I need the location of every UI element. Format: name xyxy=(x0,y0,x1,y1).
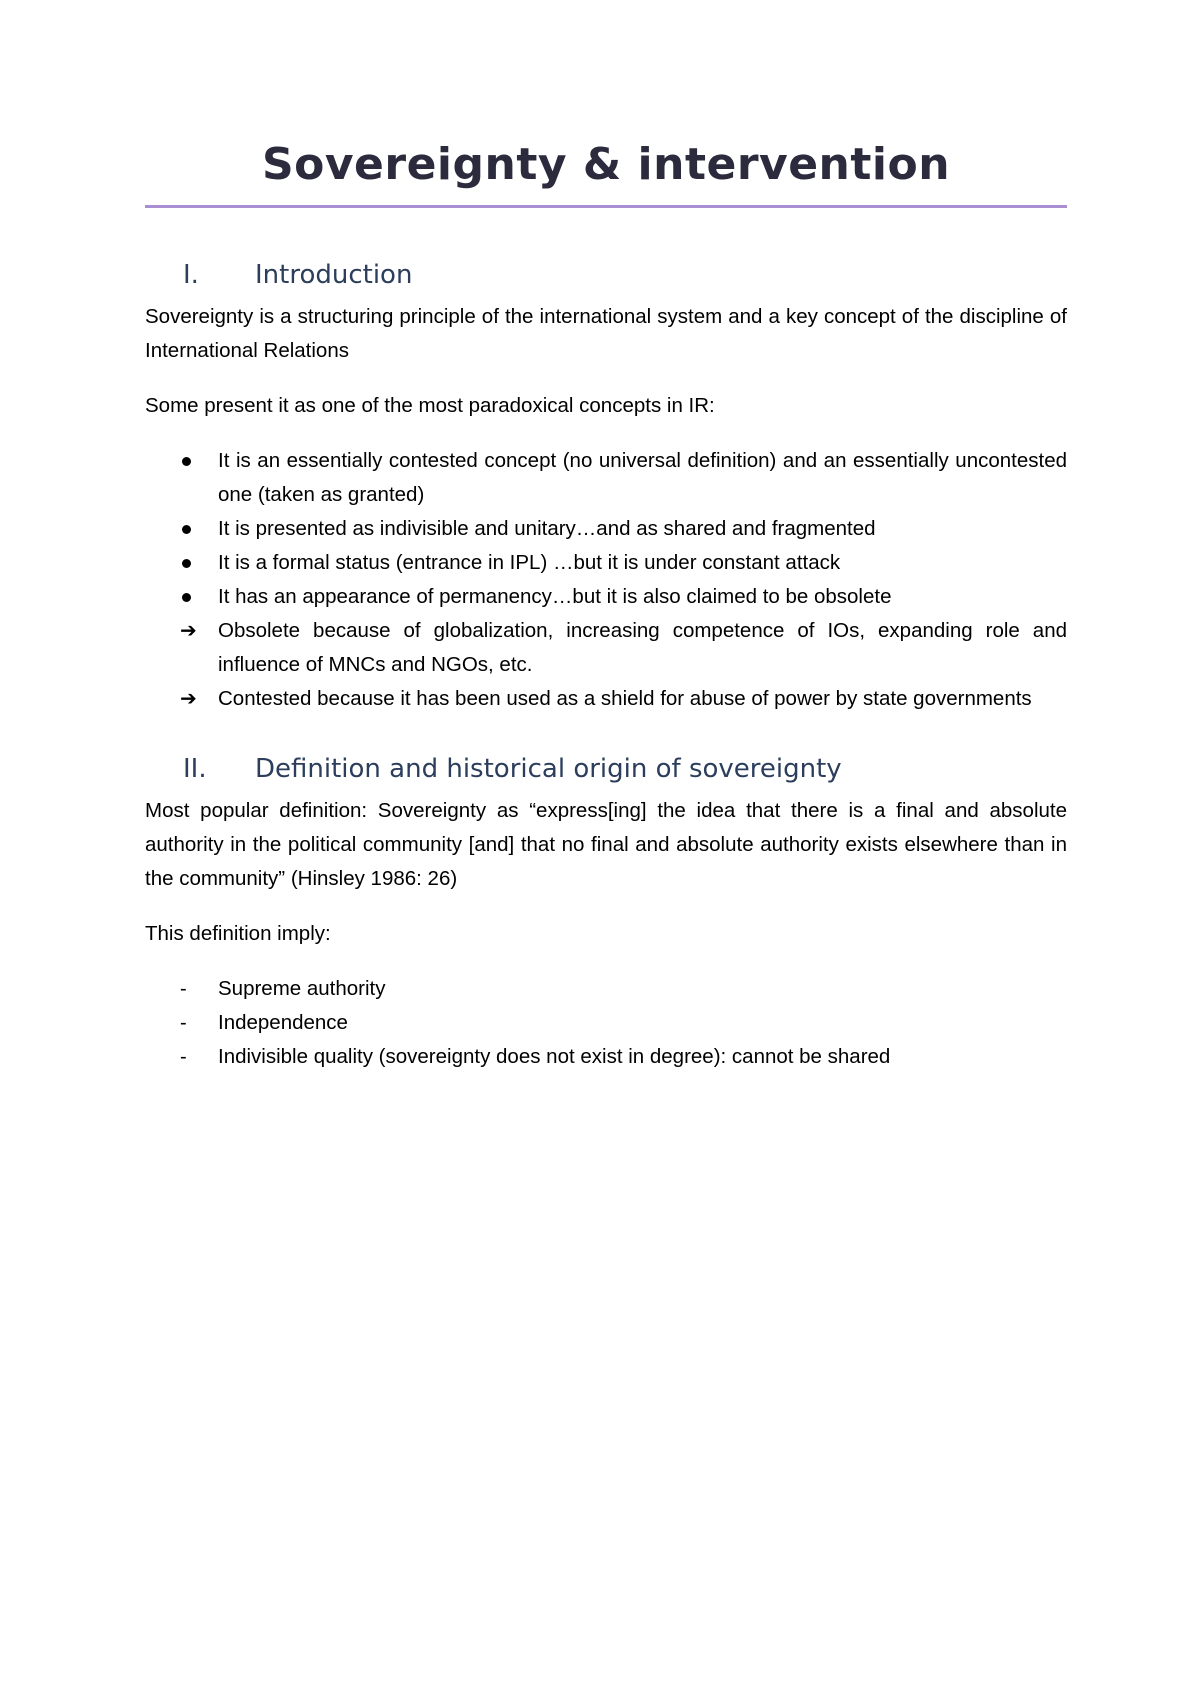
paragraph: Some present it as one of the most paradoxical concepts in IR: xyxy=(145,394,715,417)
section-title: Introduction xyxy=(255,260,413,290)
dash-list xyxy=(145,972,1067,1074)
arrow-right-icon: ➔ xyxy=(180,688,197,710)
list-item-text: Indivisible quality (sovereignty does not exist in degree): cannot be shared xyxy=(218,1045,891,1068)
list-item-text: Independence xyxy=(218,1011,348,1034)
list-item-text: It has an appearance of permanency…but it is also claimed to be obsolete xyxy=(218,585,892,608)
paragraph: This definition imply: xyxy=(145,922,331,945)
list-item-text: Contested because it has been used as a shield for abuse of power by state governments xyxy=(218,687,1032,710)
arrow-right-icon: ➔ xyxy=(180,620,197,642)
list-item xyxy=(145,580,1067,614)
paragraph: Most popular definition: Sovereignty as “express[ing] the idea that there is a final and absolute authority in the political community [and] that no final and absolute authority exists elsewhere than in the community” (Hinsley 1986: 26) xyxy=(145,799,1067,890)
list-item xyxy=(145,512,1067,546)
list-item-text: It is presented as indivisible and unitary…and as shared and fragmented xyxy=(218,517,876,540)
section-heading-introduction xyxy=(145,258,1067,292)
list-item xyxy=(145,1006,1067,1040)
paragraph: Sovereignty is a structuring principle of the international system and a key concept of the discipline of International Relations xyxy=(145,305,1067,362)
section-number: I. xyxy=(183,260,199,290)
title-underline xyxy=(145,205,1067,208)
list-item-text: Supreme authority xyxy=(218,977,386,1000)
dash-icon: - xyxy=(180,1046,187,1068)
section-spacer xyxy=(145,716,1067,752)
bullet-list xyxy=(145,444,1067,716)
list-item xyxy=(145,972,1067,1006)
list-item-text: Obsolete because of globalization, increasing competence of IOs, expanding role and influence of MNCs and NGOs, etc. xyxy=(218,619,1067,676)
list-item xyxy=(145,444,1067,512)
dash-icon: - xyxy=(180,978,187,1000)
list-item xyxy=(145,1040,1067,1074)
section-title: Definition and historical origin of sovereignty xyxy=(255,754,842,784)
list-item xyxy=(145,546,1067,580)
list-item-text: It is a formal status (entrance in IPL) …but it is under constant attack xyxy=(218,551,841,574)
document-content xyxy=(145,135,1067,1074)
document-title: Sovereignty & intervention xyxy=(261,139,951,190)
list-item-text: It is an essentially contested concept (no universal definition) and an essentially uncontested one (taken as granted) xyxy=(218,449,1067,506)
list-item xyxy=(145,614,1067,682)
list-item xyxy=(145,682,1067,716)
section-heading-definition xyxy=(145,752,1067,786)
dash-icon: - xyxy=(180,1012,187,1034)
section-number: II. xyxy=(183,754,207,784)
